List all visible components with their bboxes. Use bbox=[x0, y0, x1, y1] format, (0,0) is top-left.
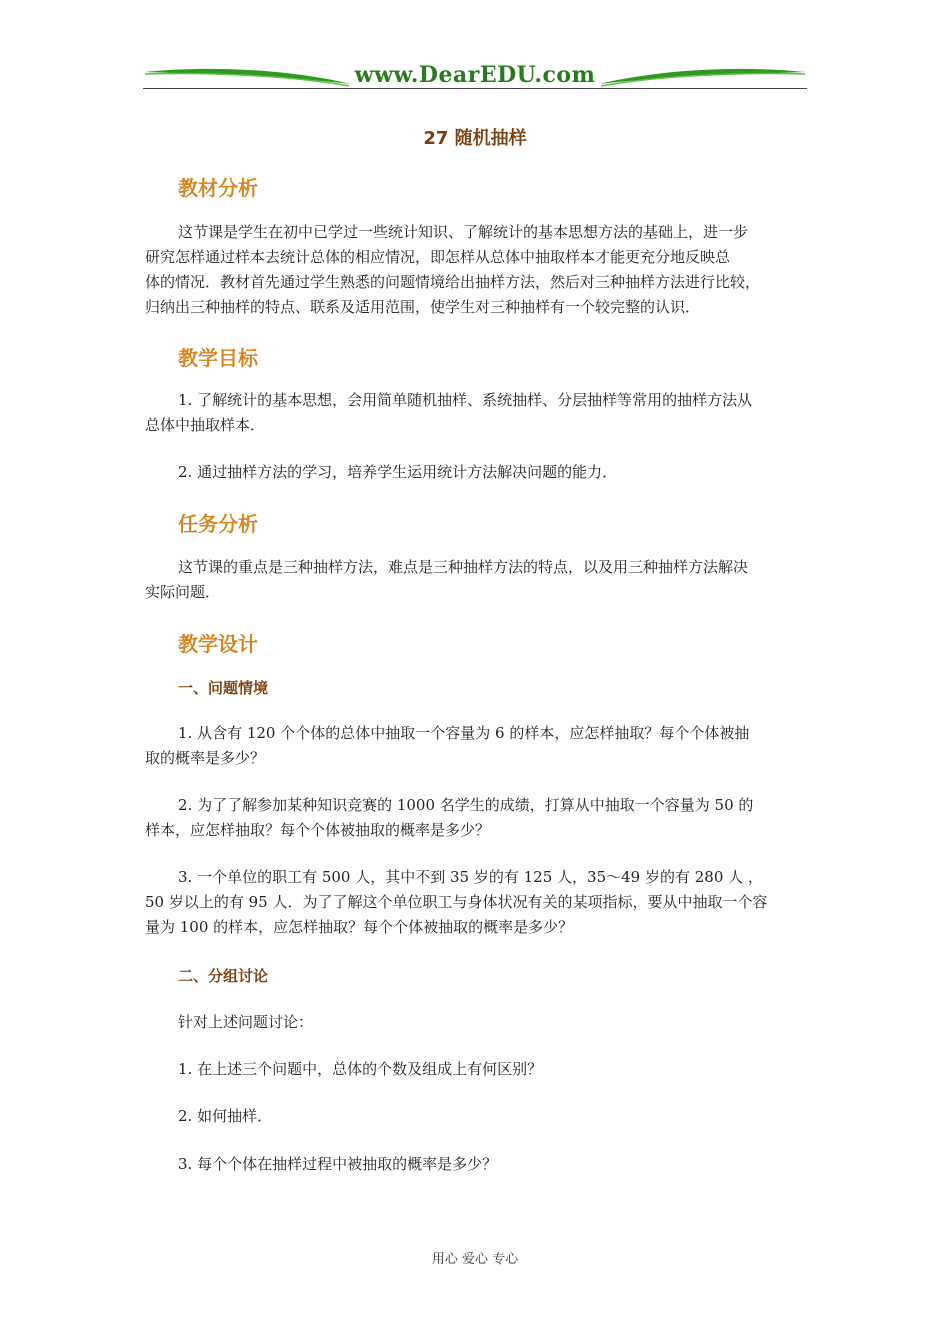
analysis-line: 这节课是学生在初中已学过一些统计知识、了解统计的基本思想方法的基础上，进一步 bbox=[178, 223, 749, 241]
problem-line: 量为 100 的样本，应怎样抽取？每个个体被抽取的概率是多少？ bbox=[145, 918, 574, 936]
right-leaf-decoration bbox=[597, 64, 807, 88]
problem-line: 50 岁以上的有 95 人．为了了解这个单位职工与身体状况有关的某项指标，要从中抽取一个容 bbox=[145, 893, 768, 911]
problem-line: 样本，应怎样抽取？每个个体被抽取的概率是多少？ bbox=[145, 821, 491, 839]
heading-goals: 教学目标 bbox=[178, 346, 258, 370]
discussion-item: 2. 如何抽样． bbox=[178, 1107, 273, 1125]
problem-line: 3. 一个单位的职工有 500 人，其中不到 35 岁的有 125 人，35～49 岁的有 280 人 ， bbox=[178, 868, 763, 886]
problem-line: 2. 为了了解参加某种知识竞赛的 1000 名学生的成绩，打算从中抽取一个容量为 50 的 bbox=[178, 796, 754, 814]
analysis-line: 研究怎样通过样本去统计总体的相应情况，即怎样从总体中抽取样本才能更充分地反映总 bbox=[145, 248, 731, 266]
goal-line: 总体中抽取样本． bbox=[145, 416, 266, 434]
analysis-paragraph bbox=[145, 220, 810, 320]
heading-tasks: 任务分析 bbox=[178, 512, 258, 536]
discussion-item: 1. 在上述三个问题中，总体的个数及组成上有何区别？ bbox=[178, 1060, 543, 1078]
problem-line: 取的概率是多少？ bbox=[145, 749, 266, 767]
goal-item bbox=[145, 460, 810, 485]
discussion-intro: 针对上述问题讨论： bbox=[178, 1013, 314, 1031]
problem-line: 1. 从含有 120 个个体的总体中抽取一个容量为 6 的样本，应怎样抽取？每个个体被抽 bbox=[178, 724, 750, 742]
problem-item bbox=[145, 793, 810, 843]
goal-item bbox=[145, 388, 810, 438]
document-title: 27 随机抽样 bbox=[423, 128, 527, 149]
analysis-line: 归纳出三种抽样的特点、联系及适用范围，使学生对三种抽样有一个较完整的认识． bbox=[145, 298, 701, 316]
analysis-line: 体的情况．教材首先通过学生熟悉的问题情境给出抽样方法，然后对三种抽样方法进行比较， bbox=[145, 273, 761, 291]
page-footer: 用心 爱心 专心 bbox=[431, 1252, 519, 1267]
subheading-problem-situation: 一、问题情境 bbox=[178, 679, 269, 697]
tasks-paragraph bbox=[145, 555, 810, 605]
goal-line: 2. 通过抽样方法的学习，培养学生运用统计方法解决问题的能力． bbox=[178, 463, 618, 481]
subheading-group-discussion: 二、分组讨论 bbox=[178, 967, 269, 985]
tasks-line: 这节课的重点是三种抽样方法，难点是三种抽样方法的特点，以及用三种抽样方法解决 bbox=[178, 558, 749, 576]
tasks-line: 实际问题． bbox=[145, 583, 221, 601]
discussion-item: 3. 每个个体在抽样过程中被抽取的概率是多少？ bbox=[178, 1155, 498, 1173]
goal-line: 1. 了解统计的基本思想，会用简单随机抽样、系统抽样、分层抽样等常用的抽样方法从 bbox=[178, 391, 753, 409]
header-divider bbox=[143, 88, 807, 89]
problem-item bbox=[145, 721, 810, 771]
problem-item bbox=[145, 865, 810, 940]
heading-design: 教学设计 bbox=[178, 632, 258, 656]
heading-analysis: 教材分析 bbox=[178, 176, 258, 200]
site-logo-text[interactable]: www.DearEDU.com bbox=[354, 62, 596, 88]
